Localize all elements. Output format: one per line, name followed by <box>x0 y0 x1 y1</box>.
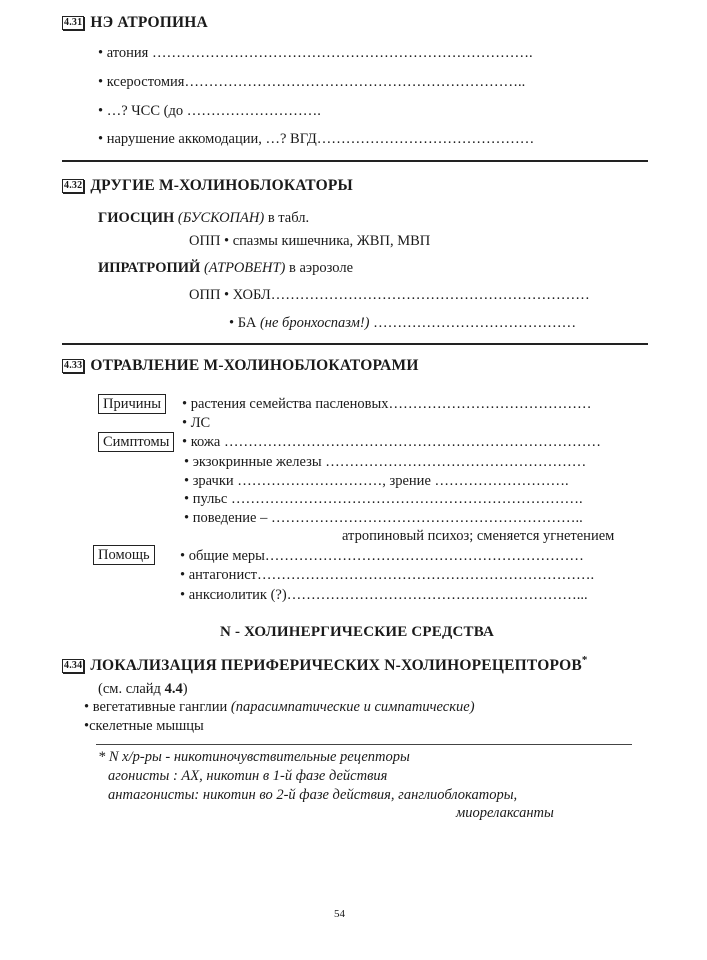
section-number: 4.33 <box>64 360 83 372</box>
section-title: НЭ АТРОПИНА <box>90 14 208 31</box>
footnote-line: агонисты : АХ, никотин в 1-й фазе действия <box>108 768 388 784</box>
list-item: • ксеростомия…………………………………………………………….. <box>98 74 526 90</box>
list-item: • растения семейства пасленовых…………………………………… <box>182 396 592 412</box>
indications <box>229 315 576 332</box>
list-item: • зрачки …………………………, зрение ………………………. <box>184 473 569 489</box>
drug-line <box>98 260 353 277</box>
drug-name: ИПРАТРОПИЙ <box>98 260 201 276</box>
list-item <box>84 699 475 716</box>
list-item: • ЛС <box>182 415 211 431</box>
drug-line <box>98 210 309 227</box>
section-title: ОТРАВЛЕНИЕ М-ХОЛИНОБЛОКАТОРАМИ <box>90 357 419 374</box>
list-item: • экзокринные железы ……………………………………………… <box>184 454 587 470</box>
footnote-line: миорелаксанты <box>456 805 554 821</box>
slide-ref-prefix: (см. слайд <box>98 681 165 697</box>
drug-trade-name: (БУСКОПАН) <box>177 210 265 226</box>
list-item: • поведение – ……………………………………………………….. <box>184 510 583 526</box>
list-item: •скелетные мышцы <box>84 718 204 734</box>
slide-ref-suffix: ) <box>182 681 188 697</box>
psychosis-note: атропиновый психоз; сменяется угнетением <box>342 528 615 544</box>
list-item: • антагонист……………………………………………………………. <box>180 567 595 583</box>
list-item: • пульс ………………………………………………………………. <box>184 491 583 507</box>
section-title: ДРУГИЕ М-ХОЛИНОБЛОКАТОРЫ <box>90 177 353 194</box>
section-divider <box>62 160 648 162</box>
section-4-32-heading <box>62 177 353 195</box>
list-item: • кожа …………………………………………………………………… <box>182 434 601 450</box>
list-item: • анксиолитик (?)……………………………………………………... <box>180 587 588 603</box>
n-cholinergic-heading: N - ХОЛИНЕРГИЧЕСКИЕ СРЕДСТВА <box>220 624 495 640</box>
symptoms-box: Симптомы <box>98 432 174 452</box>
list-item: • нарушение аккомодации, …? ВГД……………………………………… <box>98 131 535 147</box>
indication-note: (не бронхоспазм!) <box>259 315 370 331</box>
section-divider <box>62 343 648 345</box>
indications: ОПП • спазмы кишечника, ЖВП, МВП <box>189 233 431 249</box>
fill-dots: …………………………………… <box>373 315 577 331</box>
section-4-34-heading <box>62 654 588 675</box>
item-note: (парасимпатические и симпатические) <box>230 699 475 715</box>
section-number: 4.32 <box>64 180 83 192</box>
footnote-line: * N х/р-ры - никотиночувствительные рецепторы <box>98 749 410 765</box>
footnote-line: антагонисты: никотин во 2-й фазе действия, ганглиоблокаторы, <box>108 787 518 803</box>
causes-box: Причины <box>98 394 166 414</box>
drug-name: ГИОСЦИН <box>98 210 175 226</box>
item-text: • вегетативные ганглии <box>84 699 228 715</box>
indication-label: • БА <box>229 315 257 331</box>
section-4-31-heading <box>62 14 208 32</box>
footnote-divider <box>96 744 632 745</box>
list-item: • …? ЧСС (до ………………………. <box>98 103 321 119</box>
indications: ОПП • ХОБЛ………………………………………………………… <box>189 287 590 303</box>
drug-form: в табл. <box>267 210 310 226</box>
section-number: 4.34 <box>64 660 83 672</box>
slide-ref-number: 4.4 <box>164 681 183 697</box>
slide-reference <box>98 681 188 698</box>
section-number: 4.31 <box>64 17 83 29</box>
footnote-marker: * <box>581 654 588 666</box>
list-item: • атония ……………………………………………………………………. <box>98 45 533 61</box>
drug-trade-name: (АТРОВЕНТ) <box>203 260 286 276</box>
section-4-33-heading <box>62 357 419 375</box>
help-box: Помощь <box>93 545 155 565</box>
drug-form: в аэрозоле <box>289 260 354 276</box>
list-item: • общие меры………………………………………………………… <box>180 548 584 564</box>
section-title: ЛОКАЛИЗАЦИЯ ПЕРИФЕРИЧЕСКИХ N-ХОЛИНОРЕЦЕПТОРОВ <box>90 657 582 674</box>
page-number: 54 <box>334 908 345 920</box>
